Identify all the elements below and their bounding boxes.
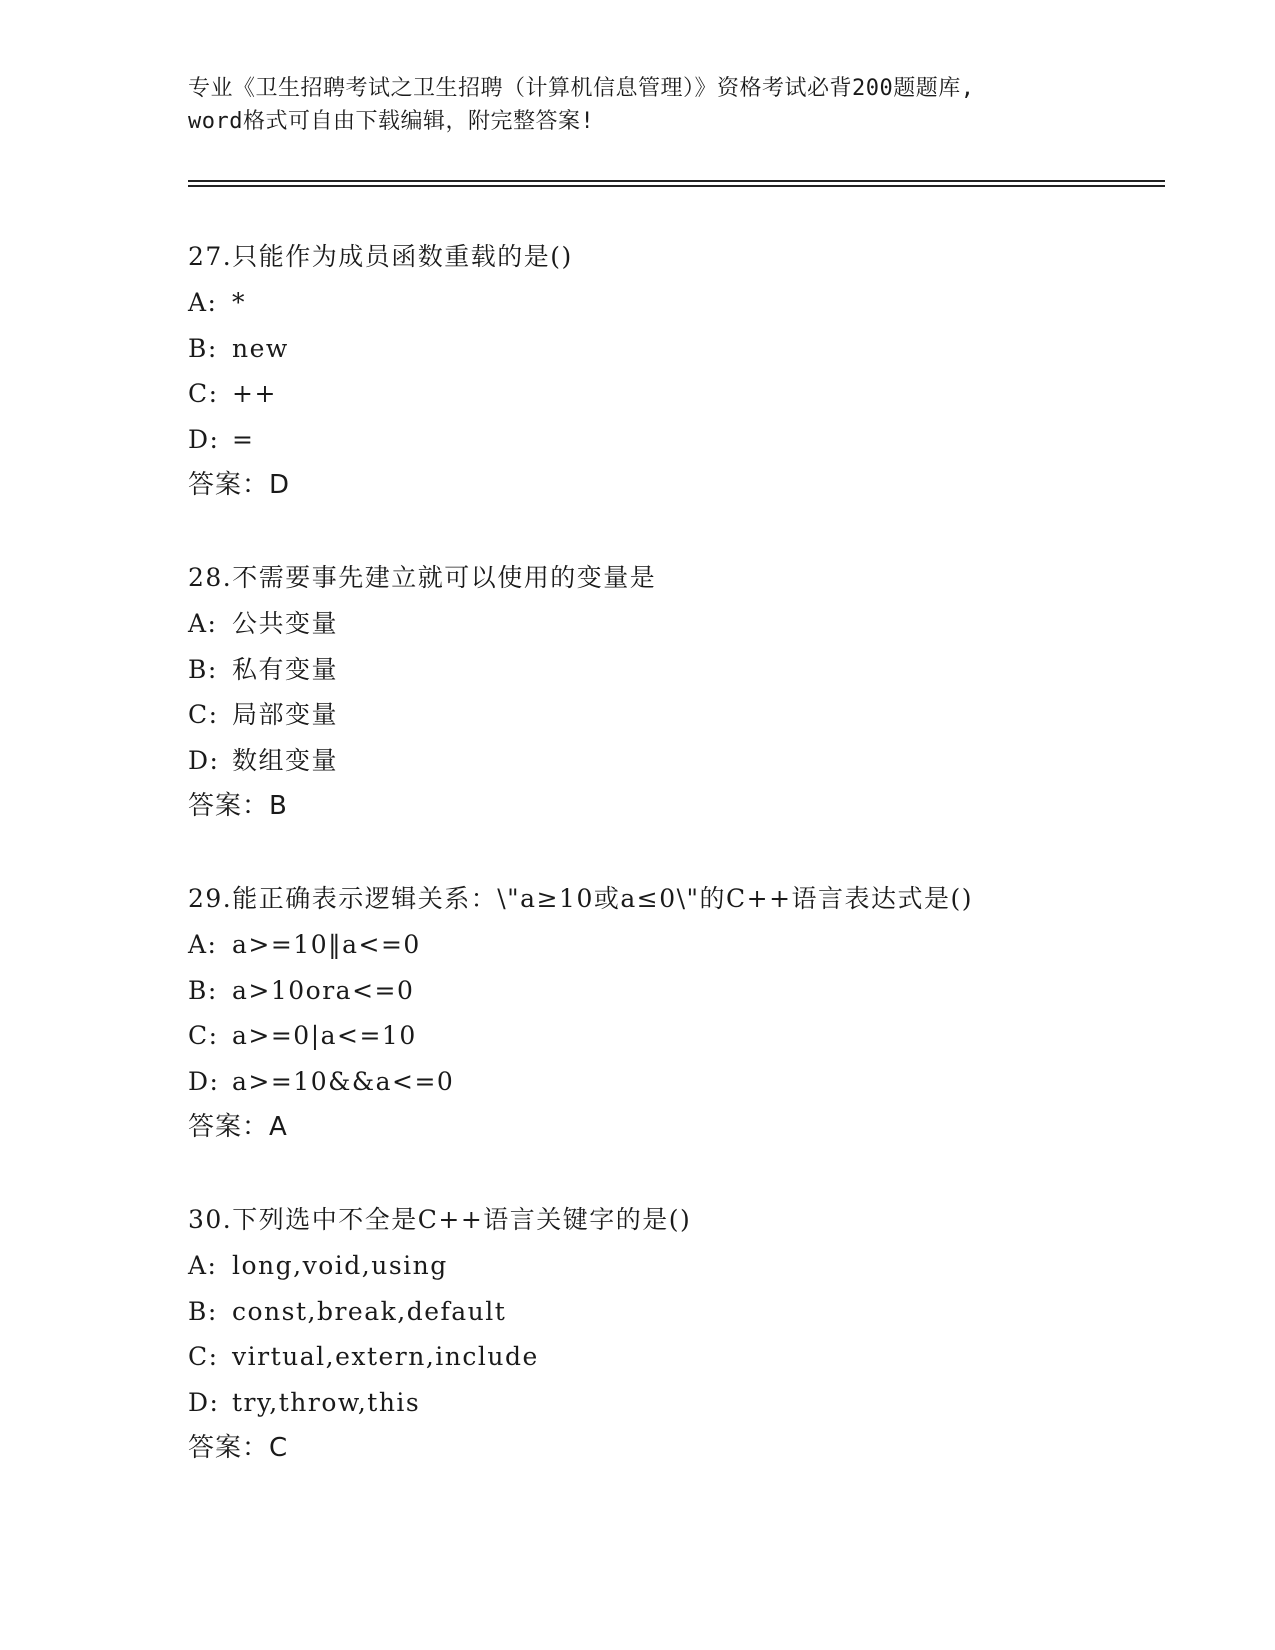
option-text: a>10ora<=0 <box>232 975 415 1005</box>
option-key: D: <box>188 1066 220 1096</box>
option-key: A: <box>188 288 218 317</box>
option-a <box>188 922 1168 968</box>
option-b <box>188 647 1168 693</box>
option-a <box>188 601 1168 647</box>
option-key: A: <box>188 609 218 638</box>
question-title: 28.不需要事先建立就可以使用的变量是 <box>188 563 657 592</box>
answer-line: 答案：B <box>188 791 288 821</box>
header-divider-bottom <box>188 185 1165 187</box>
option-text: ++ <box>232 379 277 408</box>
header-title-line-2: word格式可自由下载编辑，附完整答案! <box>188 109 595 134</box>
option-text: 私有变量 <box>232 654 339 684</box>
option-a <box>188 280 1168 326</box>
option-key: B: <box>188 975 218 1005</box>
option-text: = <box>232 424 255 454</box>
option-key: A: <box>188 930 218 959</box>
option-c <box>188 692 1168 738</box>
option-key: C: <box>188 700 219 729</box>
question-29 <box>188 876 1168 1150</box>
option-key: D: <box>188 745 220 775</box>
option-b <box>188 1289 1168 1335</box>
option-text: a>=10&&a<=0 <box>232 1066 455 1096</box>
header-divider-top <box>188 180 1165 182</box>
option-key: C: <box>188 379 219 408</box>
option-d <box>188 1059 1168 1105</box>
answer-line: 答案：A <box>188 1112 288 1142</box>
option-c <box>188 1013 1168 1059</box>
option-b <box>188 968 1168 1014</box>
option-text: try,throw,this <box>232 1387 421 1417</box>
question-title: 30.下列选中不全是C++语言关键字的是() <box>188 1205 692 1234</box>
option-key: B: <box>188 1296 218 1326</box>
option-text: a>=10‖a<=0 <box>232 930 421 959</box>
option-d <box>188 1380 1168 1426</box>
option-key: B: <box>188 333 218 363</box>
option-key: C: <box>188 1342 219 1371</box>
question-30 <box>188 1197 1168 1471</box>
option-key: C: <box>188 1021 219 1050</box>
option-key: A: <box>188 1251 218 1280</box>
option-text: a>=0|a<=10 <box>232 1021 417 1050</box>
option-text: new <box>232 333 289 363</box>
option-text: * <box>232 288 246 317</box>
option-text: const,break,default <box>232 1296 507 1326</box>
answer-line: 答案：C <box>188 1433 289 1463</box>
question-title: 29.能正确表示逻辑关系：\"a≥10或a≤0\"的C++语言表达式是() <box>188 884 974 913</box>
option-a <box>188 1243 1168 1289</box>
option-d <box>188 738 1168 784</box>
option-key: D: <box>188 1387 220 1417</box>
option-text: long,void,using <box>232 1251 448 1280</box>
header-title-line-1: 专业《卫生招聘考试之卫生招聘（计算机信息管理）》资格考试必背200题题库, <box>188 76 975 101</box>
option-text: 局部变量 <box>232 700 339 729</box>
question-title: 27.只能作为成员函数重载的是() <box>188 242 573 271</box>
option-key: D: <box>188 424 220 454</box>
document-header <box>188 72 1088 138</box>
option-text: virtual,extern,include <box>232 1342 539 1371</box>
question-28 <box>188 555 1168 829</box>
option-text: 公共变量 <box>232 609 339 638</box>
option-text: 数组变量 <box>232 745 339 775</box>
option-key: B: <box>188 654 218 684</box>
answer-line: 答案：D <box>188 470 291 500</box>
option-d <box>188 417 1168 463</box>
question-27 <box>188 234 1168 508</box>
option-b <box>188 326 1168 372</box>
option-c <box>188 371 1168 417</box>
option-c <box>188 1334 1168 1380</box>
